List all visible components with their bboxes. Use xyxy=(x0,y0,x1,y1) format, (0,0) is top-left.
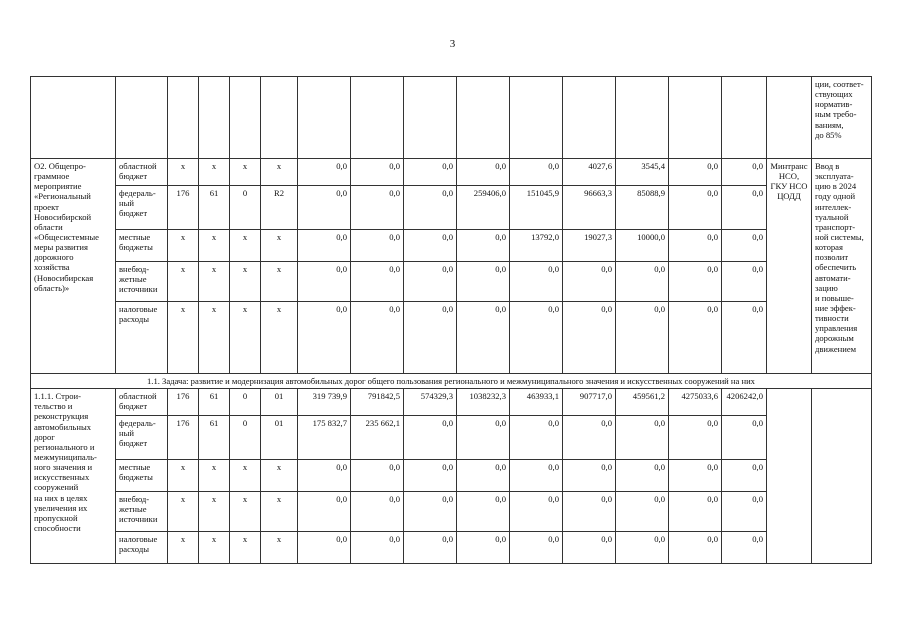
code-grbs: x xyxy=(168,159,199,186)
code-om: x xyxy=(261,262,298,302)
table-row xyxy=(31,230,872,262)
amount-cell: 0,0 xyxy=(510,460,563,492)
code-gp: 61 xyxy=(199,389,230,416)
amount-cell: 0,0 xyxy=(722,262,767,302)
amount-cell: 0,0 xyxy=(351,186,404,230)
amount-cell: 1038232,3 xyxy=(457,389,510,416)
amount-cell: 0,0 xyxy=(563,262,616,302)
code-om: 01 xyxy=(261,416,298,460)
table-row xyxy=(31,159,872,186)
funding-source: федераль- ный бюджет xyxy=(116,186,168,230)
code-gp: x xyxy=(199,532,230,564)
amount-cell: 0,0 xyxy=(404,262,457,302)
amount-cell: 0,0 xyxy=(722,532,767,564)
amount-cell: 0,0 xyxy=(616,262,669,302)
amount-cell: 0,0 xyxy=(457,532,510,564)
amount-cell: 0,0 xyxy=(669,302,722,374)
funding-source: областной бюджет xyxy=(116,159,168,186)
amount-cell: 0,0 xyxy=(669,159,722,186)
code-om: x xyxy=(261,159,298,186)
amount-cell: 0,0 xyxy=(563,460,616,492)
amount-cell: 0,0 xyxy=(404,416,457,460)
amount-cell: 463933,1 xyxy=(510,389,563,416)
amount-cell: 0,0 xyxy=(351,230,404,262)
code-grbs: 176 xyxy=(168,416,199,460)
amount-cell: 0,0 xyxy=(616,532,669,564)
code-grbs: x xyxy=(168,532,199,564)
block-o2 xyxy=(31,159,872,374)
amount-cell: 0,0 xyxy=(457,460,510,492)
code-pp: x xyxy=(230,492,261,532)
amount-cell: 4027,6 xyxy=(563,159,616,186)
amount-cell: 0,0 xyxy=(298,159,351,186)
table-row xyxy=(31,460,872,492)
amount-cell: 0,0 xyxy=(669,186,722,230)
amount-cell: 0,0 xyxy=(298,302,351,374)
amount-cell: 0,0 xyxy=(563,416,616,460)
amount-cell: 0,0 xyxy=(404,302,457,374)
amount-cell: 0,0 xyxy=(669,262,722,302)
code-pp: x xyxy=(230,532,261,564)
table-row xyxy=(31,389,872,416)
amount-cell: 0,0 xyxy=(351,302,404,374)
funding-source: местные бюджеты xyxy=(116,460,168,492)
amount-cell: 19027,3 xyxy=(563,230,616,262)
code-grbs: x xyxy=(168,230,199,262)
table-row xyxy=(31,302,872,374)
amount-cell: 0,0 xyxy=(298,492,351,532)
amount-cell: 0,0 xyxy=(298,460,351,492)
code-pp: 0 xyxy=(230,186,261,230)
code-pp: x xyxy=(230,230,261,262)
amount-cell: 0,0 xyxy=(669,532,722,564)
amount-cell: 0,0 xyxy=(404,230,457,262)
funding-source: налоговые расходы xyxy=(116,302,168,374)
amount-cell: 0,0 xyxy=(563,302,616,374)
amount-cell: 0,0 xyxy=(510,159,563,186)
funding-source: налоговые расходы xyxy=(116,532,168,564)
code-pp: 0 xyxy=(230,389,261,416)
amount-cell: 13792,0 xyxy=(510,230,563,262)
amount-cell: 791842,5 xyxy=(351,389,404,416)
amount-cell: 0,0 xyxy=(351,262,404,302)
amount-cell: 0,0 xyxy=(457,262,510,302)
executor-cell: Минтранс НСО, ГКУ НСО ЦОДД xyxy=(767,159,812,374)
amount-cell: 85088,9 xyxy=(616,186,669,230)
amount-cell: 0,0 xyxy=(510,262,563,302)
funding-source: внебюд- жетные источники xyxy=(116,492,168,532)
amount-cell: 0,0 xyxy=(404,492,457,532)
amount-cell: 0,0 xyxy=(669,460,722,492)
result-cell xyxy=(812,389,872,564)
table-row xyxy=(31,492,872,532)
program-table xyxy=(30,76,872,564)
amount-cell: 96663,3 xyxy=(563,186,616,230)
activity-name: О2. Общепро- граммное мероприятие «Региональный проект Новосибирской области «Общесистемные меры развития дорожного хозяйства (Новосибирская область)» xyxy=(31,159,116,374)
amount-cell: 235 662,1 xyxy=(351,416,404,460)
amount-cell: 0,0 xyxy=(298,230,351,262)
code-gp: x xyxy=(199,262,230,302)
amount-cell: 0,0 xyxy=(669,416,722,460)
code-gp: x xyxy=(199,159,230,186)
code-pp: x xyxy=(230,302,261,374)
code-pp: x xyxy=(230,262,261,302)
code-om: x xyxy=(261,492,298,532)
table-row xyxy=(31,262,872,302)
code-om: 01 xyxy=(261,389,298,416)
funding-source: местные бюджеты xyxy=(116,230,168,262)
block-1-1-1 xyxy=(31,389,872,564)
code-grbs: x xyxy=(168,302,199,374)
amount-cell: 319 739,9 xyxy=(298,389,351,416)
code-grbs: 176 xyxy=(168,389,199,416)
code-pp: 0 xyxy=(230,416,261,460)
result-cell: ции, соответ- ствующих норматив- ным требо- ваниям, до 85% xyxy=(812,77,872,159)
code-pp: x xyxy=(230,159,261,186)
amount-cell: 0,0 xyxy=(404,532,457,564)
amount-cell: 0,0 xyxy=(616,302,669,374)
code-gp: 61 xyxy=(199,416,230,460)
amount-cell: 0,0 xyxy=(563,492,616,532)
amount-cell: 151045,9 xyxy=(510,186,563,230)
amount-cell: 0,0 xyxy=(722,186,767,230)
continuation-row xyxy=(31,77,872,159)
amount-cell: 0,0 xyxy=(351,460,404,492)
amount-cell: 0,0 xyxy=(404,159,457,186)
amount-cell: 0,0 xyxy=(457,492,510,532)
funding-source: федераль- ный бюджет xyxy=(116,416,168,460)
table-row xyxy=(31,416,872,460)
amount-cell: 175 832,7 xyxy=(298,416,351,460)
amount-cell: 0,0 xyxy=(722,159,767,186)
amount-cell: 0,0 xyxy=(351,492,404,532)
code-grbs: x xyxy=(168,262,199,302)
amount-cell: 0,0 xyxy=(298,262,351,302)
amount-cell: 574329,3 xyxy=(404,389,457,416)
executor-cell xyxy=(767,389,812,564)
page-number: 3 xyxy=(449,38,456,50)
funding-source: внебюд- жетные источники xyxy=(116,262,168,302)
result-cell: Ввод в эксплуата- цию в 2024 году одной интеллек- туальной транспорт- ной системы, которая позволит обеспечить автомати- зацию и повыше- ние эффек- тивности управления дорожным движением xyxy=(812,159,872,374)
amount-cell: 0,0 xyxy=(510,416,563,460)
code-gp: x xyxy=(199,230,230,262)
code-gp: x xyxy=(199,492,230,532)
amount-cell: 0,0 xyxy=(510,532,563,564)
code-grbs: x xyxy=(168,460,199,492)
code-om: x xyxy=(261,460,298,492)
code-om: x xyxy=(261,230,298,262)
amount-cell: 4206242,0 xyxy=(722,389,767,416)
amount-cell: 0,0 xyxy=(616,460,669,492)
code-om: R2 xyxy=(261,186,298,230)
amount-cell: 0,0 xyxy=(404,460,457,492)
amount-cell: 0,0 xyxy=(669,230,722,262)
amount-cell: 4275033,6 xyxy=(669,389,722,416)
activity-name: 1.1.1. Строи- тельство и реконструкция автомобильных дорог регионального и межмуниципаль- ного значения и искусственных сооружений на них в целях увеличения их пропускной способности xyxy=(31,389,116,564)
task-title: 1.1. Задача: развитие и модернизация автомобильных дорог общего пользования регионального и межмуниципального значения и искусственных сооружений на них xyxy=(31,374,872,389)
amount-cell: 0,0 xyxy=(351,532,404,564)
code-grbs: 176 xyxy=(168,186,199,230)
amount-cell: 0,0 xyxy=(298,532,351,564)
amount-cell: 0,0 xyxy=(616,492,669,532)
table-row xyxy=(31,532,872,564)
amount-cell: 0,0 xyxy=(457,230,510,262)
table-row xyxy=(31,186,872,230)
amount-cell: 3545,4 xyxy=(616,159,669,186)
code-gp: x xyxy=(199,460,230,492)
amount-cell: 0,0 xyxy=(457,159,510,186)
amount-cell: 0,0 xyxy=(510,302,563,374)
amount-cell: 0,0 xyxy=(404,186,457,230)
code-om: x xyxy=(261,302,298,374)
amount-cell: 0,0 xyxy=(457,302,510,374)
task-row xyxy=(31,374,872,389)
funding-source: областной бюджет xyxy=(116,389,168,416)
code-gp: 61 xyxy=(199,186,230,230)
amount-cell: 0,0 xyxy=(457,416,510,460)
amount-cell: 0,0 xyxy=(298,186,351,230)
code-om: x xyxy=(261,532,298,564)
amount-cell: 0,0 xyxy=(616,416,669,460)
amount-cell: 0,0 xyxy=(722,416,767,460)
amount-cell: 0,0 xyxy=(563,532,616,564)
amount-cell: 459561,2 xyxy=(616,389,669,416)
amount-cell: 0,0 xyxy=(722,230,767,262)
amount-cell: 0,0 xyxy=(722,460,767,492)
amount-cell: 0,0 xyxy=(722,492,767,532)
amount-cell: 0,0 xyxy=(510,492,563,532)
amount-cell: 10000,0 xyxy=(616,230,669,262)
amount-cell: 907717,0 xyxy=(563,389,616,416)
code-pp: x xyxy=(230,460,261,492)
amount-cell: 0,0 xyxy=(722,302,767,374)
amount-cell: 0,0 xyxy=(669,492,722,532)
code-gp: x xyxy=(199,302,230,374)
amount-cell: 259406,0 xyxy=(457,186,510,230)
amount-cell: 0,0 xyxy=(351,159,404,186)
code-grbs: x xyxy=(168,492,199,532)
